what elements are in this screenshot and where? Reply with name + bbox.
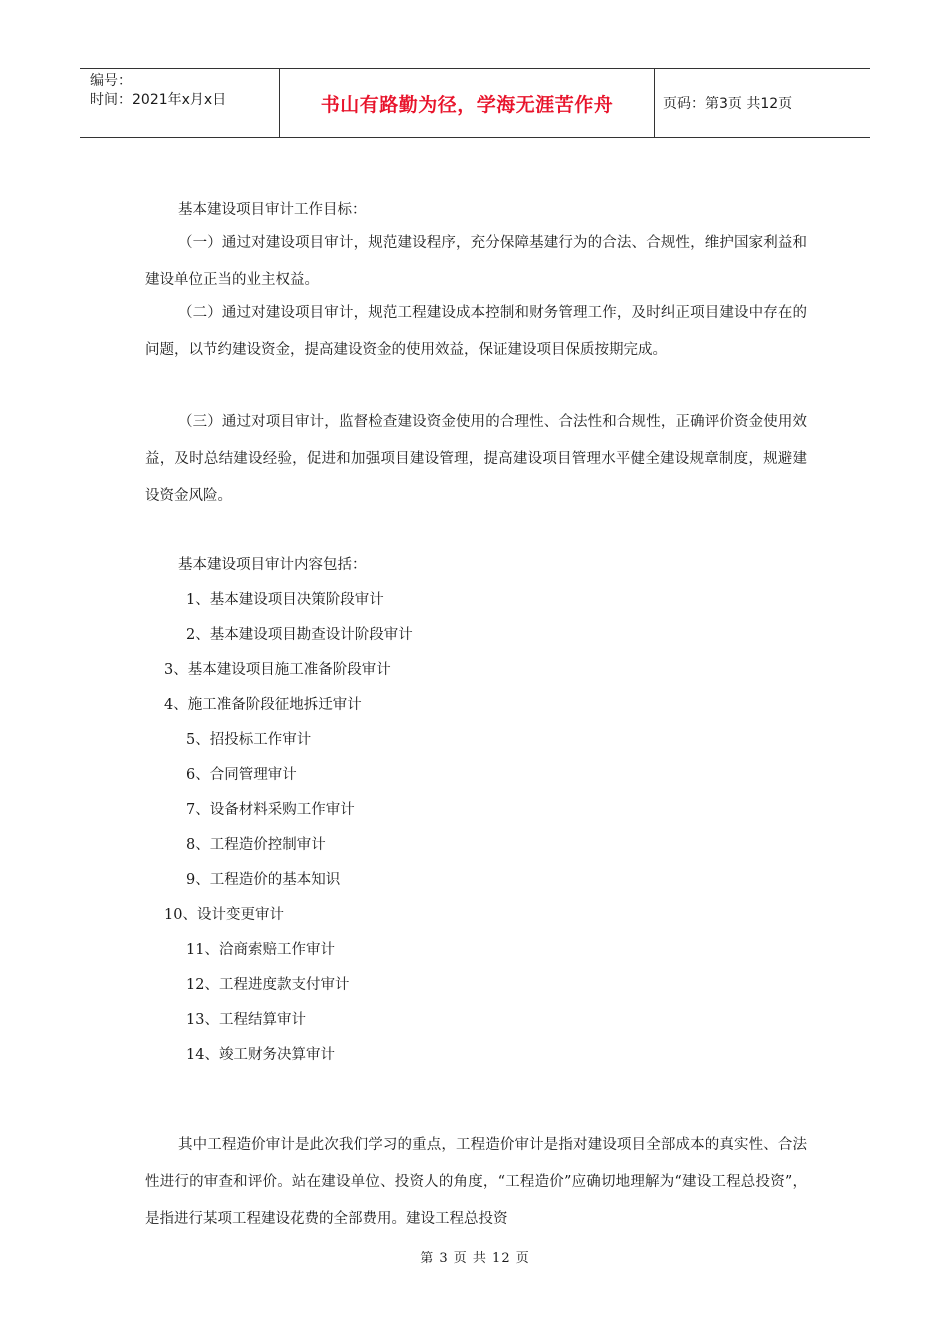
goal-paragraph-1: （一）通过对建设项目审计，规范建设程序，充分保障基建行为的合法、合规性，维护国家利益和建设单位正当的业主权益。 (145, 235, 807, 288)
goal-paragraph-3: （三）通过对项目审计，监督检查建设资金使用的合理性、合法性和合规性，正确评价资金使用效益，及时总结建设经验，促进和加强项目建设管理，提高建设项目管理水平健全建设规章制度，规避建设资金风险。 (145, 414, 807, 504)
list-item: 5、招投标工作审计 (186, 732, 312, 748)
list-item: 14、竣工财务决算审计 (186, 1047, 335, 1063)
goal-paragraph-2: （二）通过对建设项目审计，规范工程建设成本控制和财务管理工作，及时纠正项目建设中存在的问题，以节约建设资金，提高建设资金的使用效益，保证建设项目保质按期完成。 (145, 305, 807, 358)
list-item: 11、洽商索赔工作审计 (186, 942, 335, 958)
header-motto: 书山有路勤为径，学海无涯苦作舟 (280, 69, 655, 137)
list-item: 4、施工准备阶段征地拆迁审计 (164, 697, 362, 713)
content-title: 基本建设项目审计内容包括： (178, 557, 367, 573)
list-item: 3、基本建设项目施工准备阶段审计 (164, 662, 391, 678)
header-page-code: 页码：第3页 共12页 (663, 96, 793, 112)
list-item: 2、基本建设项目勘查设计阶段审计 (186, 627, 413, 643)
list-item: 10、设计变更审计 (164, 907, 284, 923)
list-item: 8、工程造价控制审计 (186, 837, 326, 853)
list-item: 12、工程进度款支付审计 (186, 977, 350, 993)
list-item: 7、设备材料采购工作审计 (186, 802, 355, 818)
goals-title: 基本建设项目审计工作目标： (178, 202, 367, 218)
list-item: 6、合同管理审计 (186, 767, 297, 783)
document-header (80, 68, 870, 138)
time-label: 时间：2021年x月x日 (90, 92, 227, 108)
list-item: 1、基本建设项目决策阶段审计 (186, 592, 384, 608)
header-meta (80, 69, 280, 137)
number-label: 编号： (90, 73, 132, 89)
closing-paragraph: 其中工程造价审计是此次我们学习的重点，工程造价审计是指对建设项目全部成本的真实性、合法性进行的审查和评价。站在建设单位、投资人的角度，“工程造价”应确切地理解为“建设工程总投资”，是指进行某项工程建设花费的全部费用。建设工程总投资 (145, 1137, 807, 1227)
list-item: 13、工程结算审计 (186, 1012, 306, 1028)
list-item: 9、工程造价的基本知识 (186, 872, 341, 888)
page-footer: 第 3 页 共 12 页 (420, 1251, 530, 1266)
